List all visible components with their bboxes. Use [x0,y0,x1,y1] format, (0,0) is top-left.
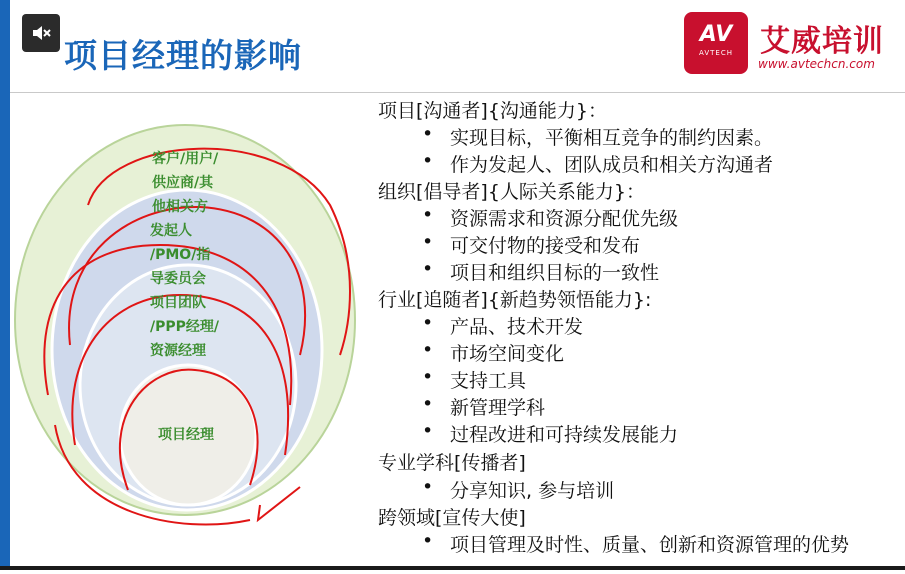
bullet-item [424,476,614,503]
section-heading-industry: 行业[追随者]{新趋势领悟能力}: [378,289,652,311]
bullet-text: 项目管理及时性、质量、创新和资源管理的优势 [450,534,850,556]
brand-logo-badge [684,12,748,74]
label-sponsor: 发起人 /PMO/指 导委员会 [150,223,211,287]
bullet-item [424,366,526,393]
section-heading-cross-domain: 跨领域[宣传大使] [378,507,526,529]
section-heading-project: 项目[沟通者]{沟通能力}： [378,100,608,122]
bullet-item [424,150,773,177]
bullet-text: 可交付物的接受和发布 [450,235,641,257]
bullet-item [424,339,564,366]
bullet-item [424,393,545,420]
bullet-item [424,420,678,447]
bullet-text: 分享知识, 参与培训 [450,480,615,502]
logo-badge-subtext: AVTECH [699,49,733,57]
header-divider [10,92,905,93]
label-team: 项目团队 /PPP经理/ 资源经理 [150,295,220,359]
bullet-text: 实现目标，平衡相互竞争的制约因素。 [450,127,774,149]
slide-title: 项目经理的影响 [64,36,302,75]
influence-diagram [0,95,380,570]
bullet-item [424,231,640,258]
logo-badge-text: AV [699,22,733,47]
brand-url: www.avtechcn.com [758,57,875,71]
bullet-text: 市场空间变化 [450,343,565,365]
section-heading-organization: 组织[倡导者]{人际关系能力}： [378,181,646,203]
bullet-item [424,312,583,339]
section-heading-discipline: 专业学科[传播者] [378,452,526,474]
mute-button[interactable] [22,14,60,52]
label-project-manager: 项目经理 [158,427,214,443]
bullet-text: 项目和组织目标的一致性 [450,262,660,284]
bottom-border [0,566,905,570]
bullet-text: 作为发起人、团队成员和相关方沟通者 [450,154,774,176]
bullet-text: 产品、技术开发 [450,316,584,338]
speaker-muted-icon [30,22,52,44]
brand-name: 艾威培训 [760,24,884,59]
bullet-item [424,204,678,231]
bullet-text: 新管理学科 [450,397,546,419]
bullet-text: 资源需求和资源分配优先级 [450,208,679,230]
bullet-item [424,530,849,557]
label-stakeholders: 客户/用户/ 供应商/其 他相关方 [152,151,219,215]
bullet-text: 过程改进和可持续发展能力 [450,424,679,446]
bullet-item [424,123,773,150]
bullet-text: 支持工具 [450,370,527,392]
bullet-item [424,258,659,285]
